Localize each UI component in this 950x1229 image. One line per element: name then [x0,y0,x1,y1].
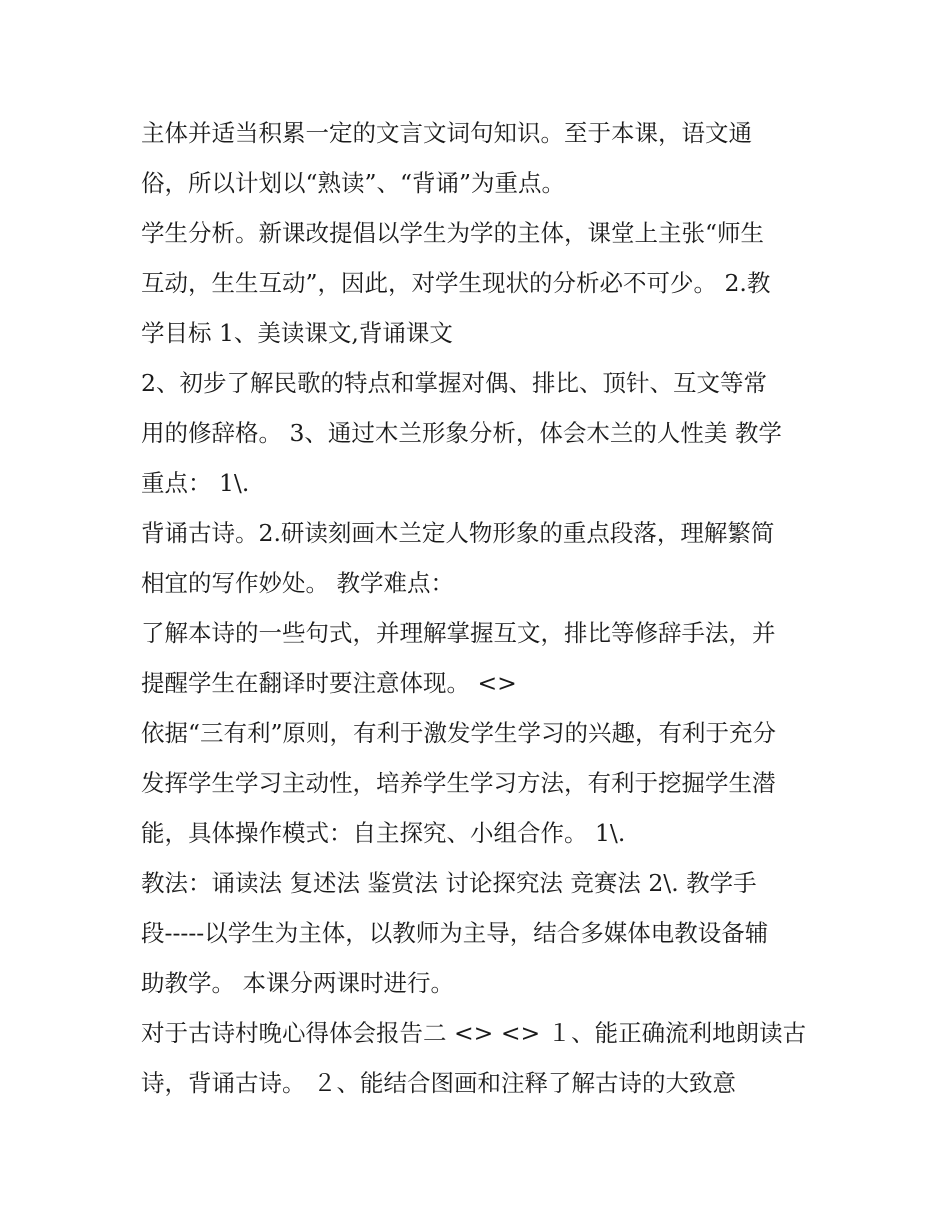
paragraph-7: 教法：诵读法 复述法 鉴赏法 讨论探究法 竞赛法 2\. 教学手 段-----以学生为主体，以教师为主导，结合多媒体电教设备辅 助教学。 本课分两课时进行。 [141,869,769,997]
document-page [141,108,821,1108]
paragraph-1: 主体并适当积累一定的文言文词句知识。至于本课，语文通 俗，所以计划以“熟读”、“背诵”为重点。 [141,119,752,197]
paragraph-8: 对于古诗村晚心得体会报告二 <> <> １、能正确流利地朗读古 诗，背诵古诗。 ２、能结合图画和注释了解古诗的大致意 [141,1019,807,1097]
paragraph-3: 2、初步了解民歌的特点和掌握对偶、排比、顶针、互文等常 用的修辞格。 3、通过木兰形象分析，体会木兰的人性美 教学 重点： 1\. [141,369,782,497]
paragraph-6: 依据“三有利”原则，有利于激发学生学习的兴趣，有利于充分 发挥学生学习主动性，培养学生学习方法，有利于挖掘学生潜 能，具体操作模式：自主探究、小组合作。 1\. [141,719,777,847]
paragraph-4: 背诵古诗。2.研读刻画木兰定人物形象的重点段落，理解繁简 相宜的写作妙处。 教学难点： [141,519,775,597]
paragraph-5: 了解本诗的一些句式，并理解掌握互文，排比等修辞手法，并 提醒学生在翻译时要注意体现。 <> [141,619,776,697]
paragraph-2: 学生分析。新课改提倡以学生为学的主体，课堂上主张“师生 互动，生生互动”，因此，对学生现状的分析必不可少。 2.教 学目标 1、美读课文,背诵课文 [141,219,771,347]
